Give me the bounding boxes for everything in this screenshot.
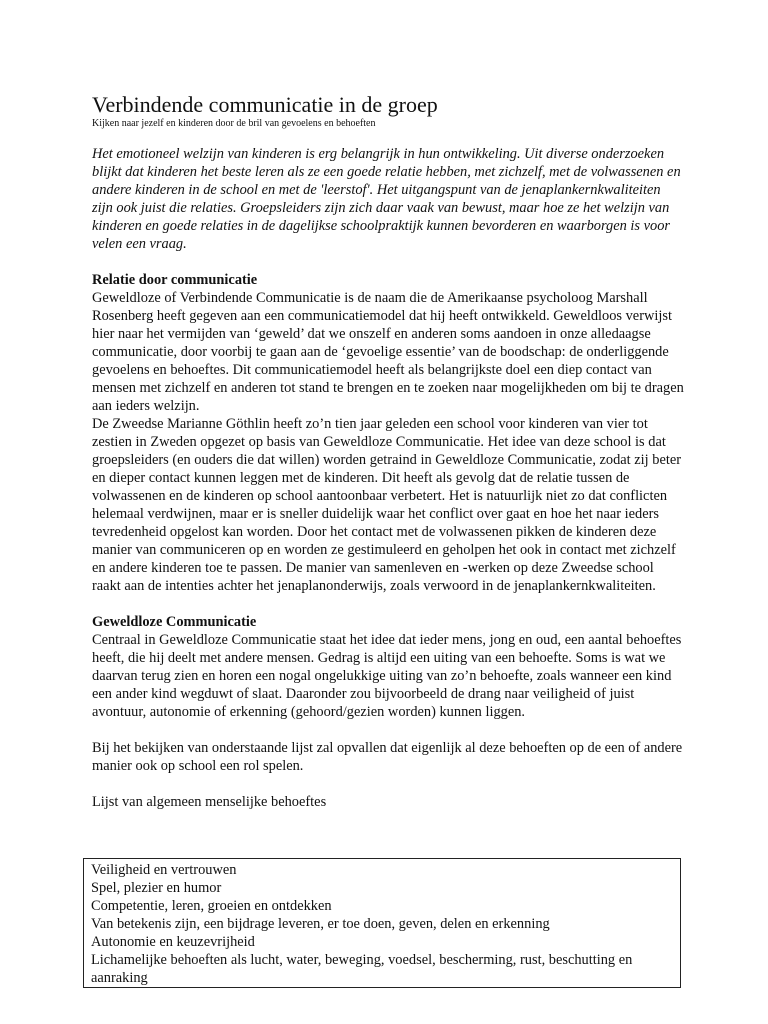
list-item: Competentie, leren, groeien en ontdekken xyxy=(91,898,332,914)
document-title: Verbindende communicatie in de groep xyxy=(92,92,438,117)
list-item: Lichamelijke behoeften als lucht, water, beweging, voedsel, bescherming, rust, beschutting en aanraking xyxy=(91,952,633,986)
list-item: Veiligheid en vertrouwen xyxy=(91,862,237,878)
section-heading-geweldloze: Geweldloze Communicatie xyxy=(92,614,257,630)
paragraph: Bij het bekijken van onderstaande lijst zal opvallen dat eigenlijk al deze behoeften op de een of andere manier ook op school een rol spelen. xyxy=(92,740,683,774)
paragraph: Centraal in Geweldloze Communicatie staat het idee dat ieder mens, jong en oud, een aantal behoeftes heeft, die hij deelt met andere mensen. Gedrag is altijd een uiting van een behoefte. Soms is wat we daarvan terug zien en horen een nogal ongelukkige uiting van zo’n behoefte, zoals wanneer een kind een ander kind wegduwt of slaat. Daaronder zou bijvoorbeeld de drang naar veiligheid of juist avontuur, autonomie of erkenning (gehoord/gezien worden) kunnen liggen. xyxy=(92,632,682,720)
document-page xyxy=(92,92,684,811)
list-item: Spel, plezier en humor xyxy=(91,880,222,896)
list-item: Autonomie en keuzevrijheid xyxy=(91,934,255,950)
paragraph: Geweldloze of Verbindende Communicatie is de naam die de Amerikaanse psycholoog Marshall Rosenberg heeft gegeven aan een communicatiemodel dat hij heeft ontwikkeld. Geweldloos verwijst hier naar het vermijden van ‘geweld’ dat we onszelf en anderen soms aandoen in onze alledaagse communicatie, door voorbij te gaan aan de ‘gevoelige essentie’ van de boodschap: de onderliggende gevoelens en behoeftes. Dit communicatiemodel heeft als belangrijkste doel een diep contact van mensen met zichzelf en anderen tot stand te brengen en te zoeken naar mogelijkheden om bij te dragen aan ieders welzijn. xyxy=(92,290,684,414)
needs-list-box xyxy=(83,858,681,988)
intro-paragraph: Het emotioneel welzijn van kinderen is erg belangrijk in hun ontwikkeling. Uit diverse onderzoeken blijkt dat kinderen het beste leren als ze een goede relatie hebben, met zichzelf, met de volwassenen en andere kinderen in de school en met de 'leerstof'. Het uitgangspunt van de jenaplankernkwaliteiten zijn ook juist die relaties. Groepsleiders zijn zich daar vaak van bewust, maar hoe ze het welzijn van kinderen en goede relaties in de dagelijkse schoolpraktijk kunnen bevorderen en waarborgen is voor velen een vraag. xyxy=(92,146,681,252)
list-item: Van betekenis zijn, een bijdrage leveren, er toe doen, geven, delen en erkenning xyxy=(91,916,550,932)
document-subtitle: Kijken naar jezelf en kinderen door de bril van gevoelens en behoeften xyxy=(92,118,376,129)
paragraph: De Zweedse Marianne Göthlin heeft zo’n tien jaar geleden een school voor kinderen van vier tot zestien in Zweden opgezet op basis van Geweldloze Communicatie. Het idee van deze school is dat groepsleiders (en ouders die dat willen) worden getraind in Geweldloze Communicatie, zodat zij beter en dieper contact kunnen leggen met de kinderen. Dit heeft als gevolg dat de relatie tussen de volwassenen en de kinderen op school aantoonbaar verbetert. Het is natuurlijk niet zo dat conflicten helemaal verdwijnen, maar er is sneller duidelijk waar het conflict over gaat en hoe het naar ieders tevredenheid opgelost kan worden. Door het contact met de volwassenen pikken de kinderen deze manier van communiceren op en worden ze gestimuleerd en geholpen het ook in contact met zichzelf en andere kinderen toe te passen. De manier van samenleven en -werken op deze Zweedse school raakt aan de intenties achter het jenaplanonderwijs, zoals verwoord in de jenaplankernkwaliteiten. xyxy=(92,416,682,594)
section-heading-relatie: Relatie door communicatie xyxy=(92,272,258,288)
needs-list-heading: Lijst van algemeen menselijke behoeftes xyxy=(92,794,327,810)
